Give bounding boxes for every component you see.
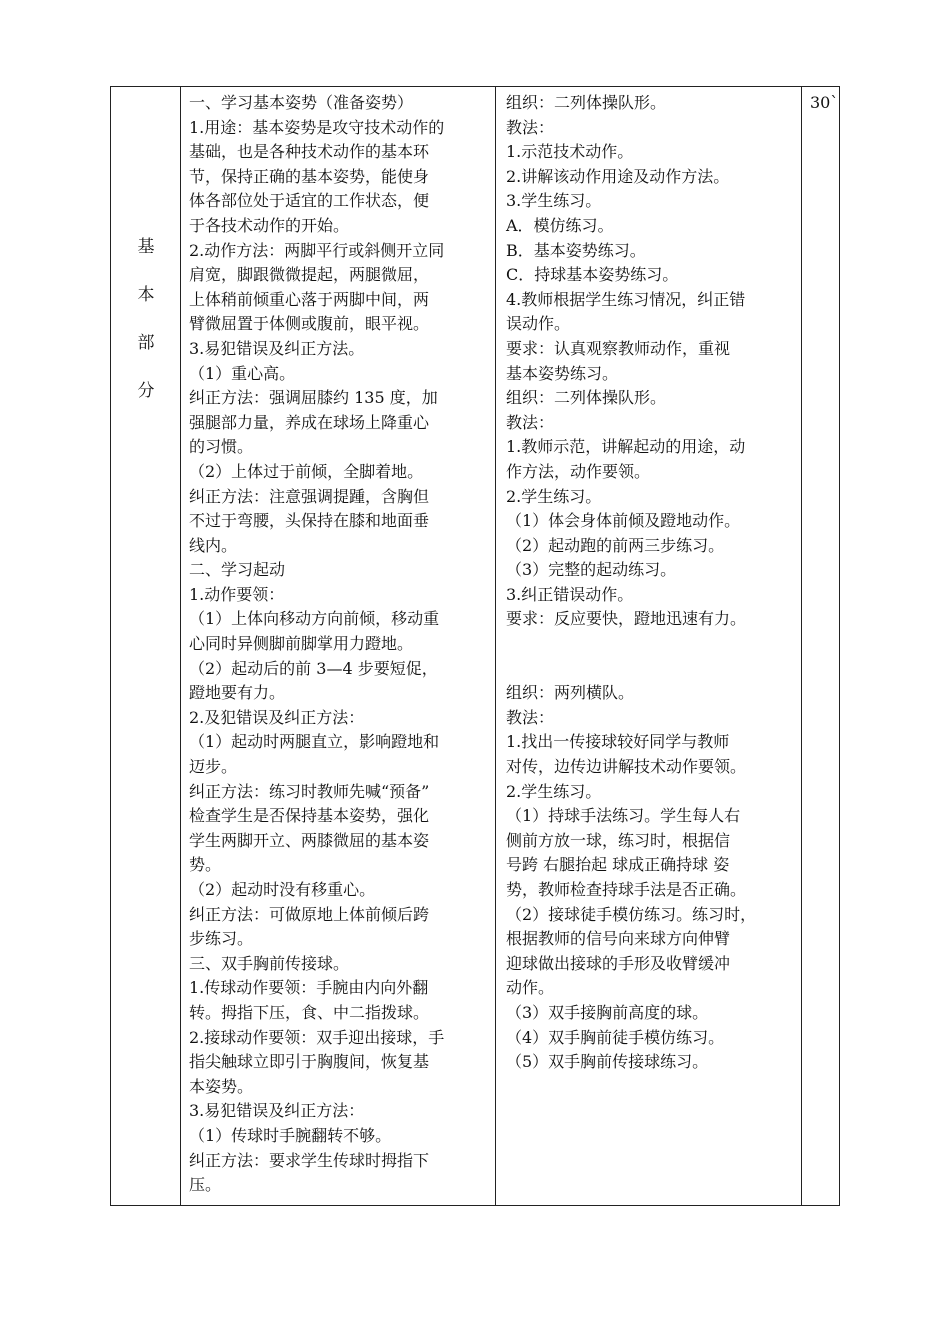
text-line: 1.用途：基本姿势是攻守技术动作的	[189, 117, 445, 137]
text-line: （2）接球徒手模仿练习。练习时，	[506, 904, 757, 924]
text-line: （1）起动时两腿直立，影响蹬地和	[189, 732, 440, 752]
text-line: 基础，也是各种技术动作的基本环	[189, 142, 430, 162]
text-line: 要求：反应要快，蹬地迅速有力。	[506, 609, 747, 629]
text-line: 学生两脚开立、两膝微屈的基本姿	[189, 830, 430, 850]
text-line: 3.纠正错误动作。	[506, 584, 634, 604]
text-line: 2.学生练习。	[506, 781, 602, 801]
text-line: 二、学习起动	[189, 560, 286, 580]
text-line: 纠正方法：注意强调提踵，含胸但	[189, 486, 430, 506]
text-line: 本姿势。	[189, 1076, 254, 1096]
text-line: 肩宽，脚跟微微提起，两腿微屈，	[189, 265, 430, 285]
section-char: 分	[137, 381, 155, 401]
text-line: 2.学生练习。	[506, 486, 602, 506]
text-line: 教法：	[506, 412, 555, 432]
lesson-plan-table	[110, 86, 840, 1206]
text-line: （1）传球时手腕翻转不够。	[189, 1125, 392, 1145]
text-line: （3）双手接胸前高度的球。	[506, 1002, 709, 1022]
method-text	[506, 91, 797, 1075]
section-char: 基	[137, 237, 155, 257]
content-column	[181, 87, 496, 1205]
text-line: 蹬地要有力。	[189, 683, 286, 703]
text-line: （2）起动时没有移重心。	[189, 880, 376, 899]
text-line: （2）起动后的前 3—4 步要短促，	[189, 658, 438, 678]
text-line: 纠正方法：强调屈膝约 135 度，加	[189, 388, 438, 408]
text-line: 2.接球动作要领：双手迎出接球，手	[189, 1027, 445, 1047]
text-line: 压。	[189, 1175, 222, 1195]
text-line: 1.找出一传接球较好同学与教师	[506, 732, 730, 752]
text-line: B．基本姿势练习。	[506, 240, 646, 260]
text-line: 1.示范技术动作。	[506, 142, 634, 162]
text-line: 3.学生练习。	[506, 191, 602, 211]
text-line: 势。	[189, 855, 222, 875]
text-line: 纠正方法：可做原地上体前倾后跨	[189, 904, 430, 924]
method-column	[496, 87, 802, 1205]
text-line: A．模仿练习。	[506, 215, 614, 235]
text-line: 三、双手胸前传接球。	[189, 953, 350, 973]
text-line: 一、学习基本姿势（准备姿势）	[189, 93, 414, 112]
text-line: 动作。	[506, 978, 555, 998]
text-line: 于各技术动作的开始。	[189, 215, 350, 235]
text-line: （1）体会身体前倾及蹬地动作。	[506, 511, 741, 531]
text-line: 组织：二列体操队形。	[506, 93, 667, 112]
text-line: （2）起动跑的前两三步练习。	[506, 535, 725, 555]
text-line: （1）重心高。	[189, 363, 296, 383]
text-line: 检查学生是否保持基本姿势，强化	[189, 806, 430, 826]
text-line: 臂微屈置于体侧或腹前，眼平视。	[189, 314, 430, 334]
text-line: 体各部位处于适宜的工作状态，便	[189, 191, 430, 211]
text-line: 的习惯。	[189, 437, 254, 457]
section-column	[111, 87, 181, 1205]
text-line: 强腿部力量，养成在球场上降重心	[189, 412, 430, 432]
text-line: 误动作。	[506, 314, 571, 334]
text-line: 要求：认真观察教师动作，重视	[506, 338, 731, 358]
text-line: 对传，边传边讲解技术动作要领。	[506, 757, 747, 777]
text-line: 根据教师的信号向来球方向伸臂	[506, 929, 731, 949]
text-line: C．持球基本姿势练习。	[506, 265, 679, 285]
text-line: （5）双手胸前传接球练习。	[506, 1052, 709, 1072]
text-line: 基本姿势练习。	[506, 363, 619, 383]
section-char: 部	[137, 333, 155, 353]
text-line: 不过于弯腰，头保持在膝和地面垂	[189, 511, 430, 531]
text-line	[506, 632, 797, 657]
text-line: 3.易犯错误及纠正方法。	[189, 338, 365, 358]
text-line: 节，保持正确的基本姿势，能使身	[189, 166, 430, 186]
section-char: 本	[137, 285, 155, 305]
text-line: 步练习。	[189, 929, 254, 949]
text-line: 3.易犯错误及纠正方法：	[189, 1101, 365, 1121]
text-line: 教法：	[506, 117, 555, 137]
text-line: 纠正方法：练习时教师先喊“预备”	[189, 781, 430, 801]
text-line	[506, 657, 797, 682]
text-line: 1.教师示范，讲解起动的用途，动	[506, 437, 746, 457]
text-line: 侧前方放一球，练习时，根据信	[506, 830, 731, 850]
text-line: 2.讲解该动作用途及动作方法。	[506, 166, 730, 186]
text-line: 转。拇指下压，食、中二指拨球。	[189, 1002, 430, 1022]
text-line: （2）上体过于前倾，全脚着地。	[189, 461, 424, 481]
text-line: 心同时异侧脚前脚掌用力蹬地。	[189, 634, 414, 654]
text-line: 1.传球动作要领：手腕由内向外翻	[189, 978, 429, 998]
text-line: 上体稍前倾重心落于两脚中间，两	[189, 289, 430, 309]
text-line: （3）完整的起动练习。	[506, 560, 677, 580]
time-value: 30`	[810, 93, 839, 112]
text-line: 势，教师检查持球手法是否正确。	[506, 880, 747, 899]
content-text	[189, 91, 489, 1198]
text-line: 线内。	[189, 535, 238, 555]
text-line: （1）持球手法练习。学生每人右	[506, 806, 741, 826]
text-line: 教法：	[506, 707, 555, 727]
text-line: 迎球做出接球的手形及收臂缓冲	[506, 953, 731, 973]
text-line: 4.教师根据学生练习情况，纠正错	[506, 289, 746, 309]
text-line: 2.及犯错误及纠正方法：	[189, 707, 365, 727]
text-line: 纠正方法：要求学生传球时拇指下	[189, 1150, 430, 1170]
text-line: （1）上体向移动方向前倾，移动重	[189, 609, 440, 629]
text-line: 2.动作方法：两脚平行或斜侧开立同	[189, 240, 445, 260]
section-label	[111, 235, 181, 427]
text-line: 作方法，动作要领。	[506, 461, 651, 481]
text-line: 组织：二列体操队形。	[506, 388, 667, 408]
text-line: 号跨 右腿抬起 球成正确持球 姿	[506, 855, 730, 875]
text-line: 组织：两列横队。	[506, 683, 635, 703]
text-line: 迈步。	[189, 757, 238, 777]
time-column	[802, 87, 839, 1205]
text-line: 1.动作要领：	[189, 584, 285, 604]
text-line: 指尖触球立即引于胸腹间，恢复基	[189, 1052, 430, 1072]
text-line: （4）双手胸前徒手模仿练习。	[506, 1027, 725, 1047]
